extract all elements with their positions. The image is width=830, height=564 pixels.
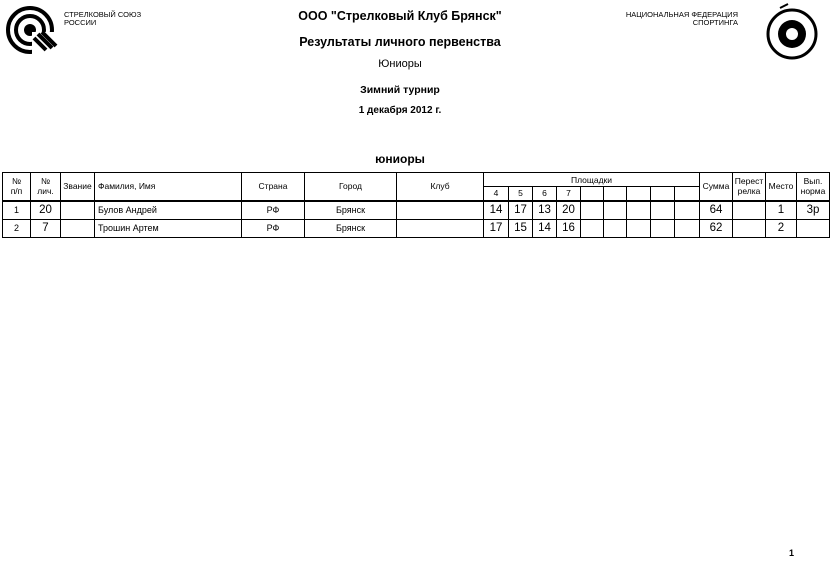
- col-header-range: 6: [533, 187, 557, 201]
- col-header-range: [675, 187, 700, 201]
- cell-score: 14: [533, 219, 557, 237]
- left-org-name: СТРЕЛКОВЫЙ СОЮЗ РОССИИ: [64, 10, 142, 27]
- cell-score: [675, 219, 700, 237]
- col-header-norm: Вып. норма: [797, 173, 830, 201]
- results-table: [2, 172, 830, 238]
- cell-score: 17: [509, 201, 533, 220]
- cell-score: [651, 201, 675, 220]
- cell-score: 15: [509, 219, 533, 237]
- cell-score: 17: [484, 219, 509, 237]
- document-title: Результаты личного первенства: [299, 35, 501, 49]
- cell-club: [397, 219, 484, 237]
- cell-score: [581, 219, 604, 237]
- cell-place: 2: [766, 219, 797, 237]
- table-row: [3, 219, 830, 237]
- cell-num: 2: [3, 219, 31, 237]
- cell-score: 20: [557, 201, 581, 220]
- event-date: 1 декабря 2012 г.: [358, 105, 442, 116]
- cell-sum: 64: [700, 201, 733, 220]
- col-header-ranges-group: Площадки: [484, 173, 700, 187]
- cell-score: 13: [533, 201, 557, 220]
- cell-score: 16: [557, 219, 581, 237]
- organizer-title: ООО "Стрелковый Клуб Брянск": [298, 9, 502, 23]
- right-org-name: НАЦИОНАЛЬНАЯ ФЕДЕРАЦИЯ СПОРТИНГА: [625, 10, 738, 27]
- col-header-range: [651, 187, 675, 201]
- cell-score: [581, 201, 604, 220]
- table-row: [3, 201, 830, 220]
- cell-score: [604, 201, 627, 220]
- cell-norm: [797, 219, 830, 237]
- col-header-country: Страна: [242, 173, 305, 201]
- col-header-bib: № лич.: [31, 173, 61, 201]
- cell-norm: 3р: [797, 201, 830, 220]
- col-header-range: [627, 187, 651, 201]
- cell-bib: 20: [31, 201, 61, 220]
- col-header-city: Город: [305, 173, 397, 201]
- cell-shootoff: [733, 201, 766, 220]
- cell-city: Брянск: [305, 219, 397, 237]
- col-header-club: Клуб: [397, 173, 484, 201]
- cell-club: [397, 201, 484, 220]
- col-header-range: 4: [484, 187, 509, 201]
- category-label: Юниоры: [378, 58, 422, 70]
- col-header-range: 7: [557, 187, 581, 201]
- col-header-range: [604, 187, 627, 201]
- section-title: юниоры: [375, 152, 425, 166]
- cell-country: РФ: [242, 201, 305, 220]
- col-header-name: Фамилия, Имя: [95, 173, 242, 201]
- tournament-name: Зимний турнир: [360, 84, 440, 96]
- cell-place: 1: [766, 201, 797, 220]
- cell-country: РФ: [242, 219, 305, 237]
- cell-score: [627, 219, 651, 237]
- cell-city: Брянск: [305, 201, 397, 220]
- cell-score: [604, 219, 627, 237]
- cell-rank: [61, 219, 95, 237]
- cell-rank: [61, 201, 95, 220]
- cell-score: 14: [484, 201, 509, 220]
- cell-score: [675, 201, 700, 220]
- cell-sum: 62: [700, 219, 733, 237]
- cell-name: Булов Андрей: [95, 201, 242, 220]
- page-number: 1: [788, 548, 794, 558]
- col-header-sum: Сумма: [700, 173, 733, 201]
- cell-score: [651, 219, 675, 237]
- cell-name: Трошин Артем: [95, 219, 242, 237]
- cell-bib: 7: [31, 219, 61, 237]
- col-header-shootoff: Перест релка: [733, 173, 766, 201]
- col-header-range: 5: [509, 187, 533, 201]
- cell-num: 1: [3, 201, 31, 220]
- col-header-range: [581, 187, 604, 201]
- col-header-num: № п/п: [3, 173, 31, 201]
- col-header-rank: Звание: [61, 173, 95, 201]
- cell-score: [627, 201, 651, 220]
- cell-shootoff: [733, 219, 766, 237]
- col-header-place: Место: [766, 173, 797, 201]
